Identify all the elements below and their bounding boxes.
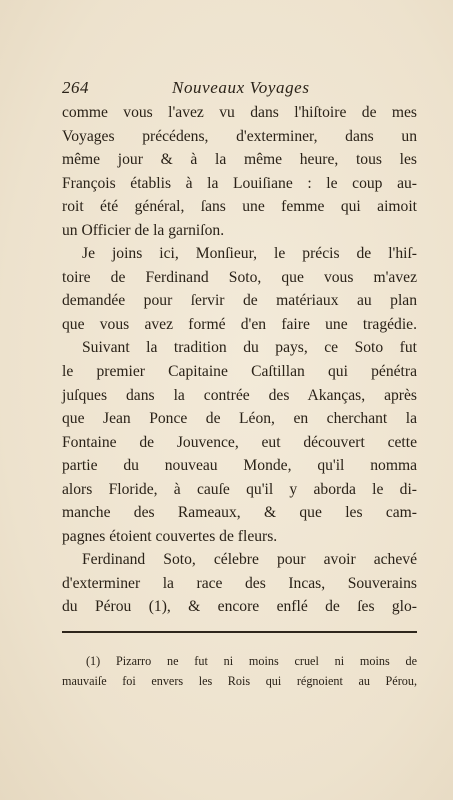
text-line: même jour & à la même heure, tous les — [62, 151, 417, 169]
footnote-line: (1) Pizarro ne fut ni moins cruel ni moins de — [86, 654, 417, 668]
text-line: un Officier de la garniſon. — [62, 221, 225, 239]
footnote — [62, 651, 417, 691]
text-line: du Pérou (1), & encore enflé de ſes glo- — [62, 598, 417, 616]
footnote-divider — [62, 631, 417, 633]
text-line: juſques dans la contrée des Akanças, après — [62, 386, 417, 404]
text-line: roit été général, ſans une femme qui aimoit — [62, 198, 417, 216]
text-line: manche des Rameaux, & que les cam- — [62, 504, 417, 522]
text-line: que vous avez formé d'en faire une tragédie. — [62, 315, 417, 333]
text-line: Voyages précédens, d'exterminer, dans un — [62, 127, 417, 145]
body-text — [62, 101, 417, 619]
text-line: Fontaine de Jouvence, eut découvert cette — [62, 433, 417, 451]
text-line: toire de Ferdinand Soto, que vous m'avez — [62, 268, 417, 286]
text-line: demandée pour ſervir de matériaux au plan — [62, 292, 417, 310]
text-line: comme vous l'avez vu dans l'hiſtoire de mes — [62, 104, 417, 121]
text-line: pagnes étoient couvertes de fleurs. — [62, 527, 278, 545]
page-header — [62, 78, 417, 100]
page-number: 264 — [62, 78, 89, 97]
text-line: Ferdinand Soto, célebre pour avoir achevé — [82, 551, 417, 569]
text-line: alors Floride, à cauſe qu'il y aborda le di- — [62, 480, 417, 498]
text-line: partie du nouveau Monde, qu'il nomma — [62, 457, 417, 475]
text-line: Suivant la tradition du pays, ce Soto fut — [82, 339, 417, 357]
text-line: François établis à la Louiſiane : le coup au- — [62, 174, 417, 192]
text-line: Je joins ici, Monſieur, le précis de l'hiſ- — [82, 245, 417, 263]
text-line: que Jean Ponce de Léon, en cherchant la — [62, 410, 417, 428]
footnote-line: mauvaiſe foi envers les Rois qui régnoient au Pérou, — [62, 674, 417, 688]
text-line: le premier Capitaine Caſtillan qui pénétra — [62, 363, 417, 381]
text-line: d'exterminer la race des Incas, Souverains — [62, 574, 417, 592]
running-title: Nouveaux Voyages — [172, 78, 310, 97]
